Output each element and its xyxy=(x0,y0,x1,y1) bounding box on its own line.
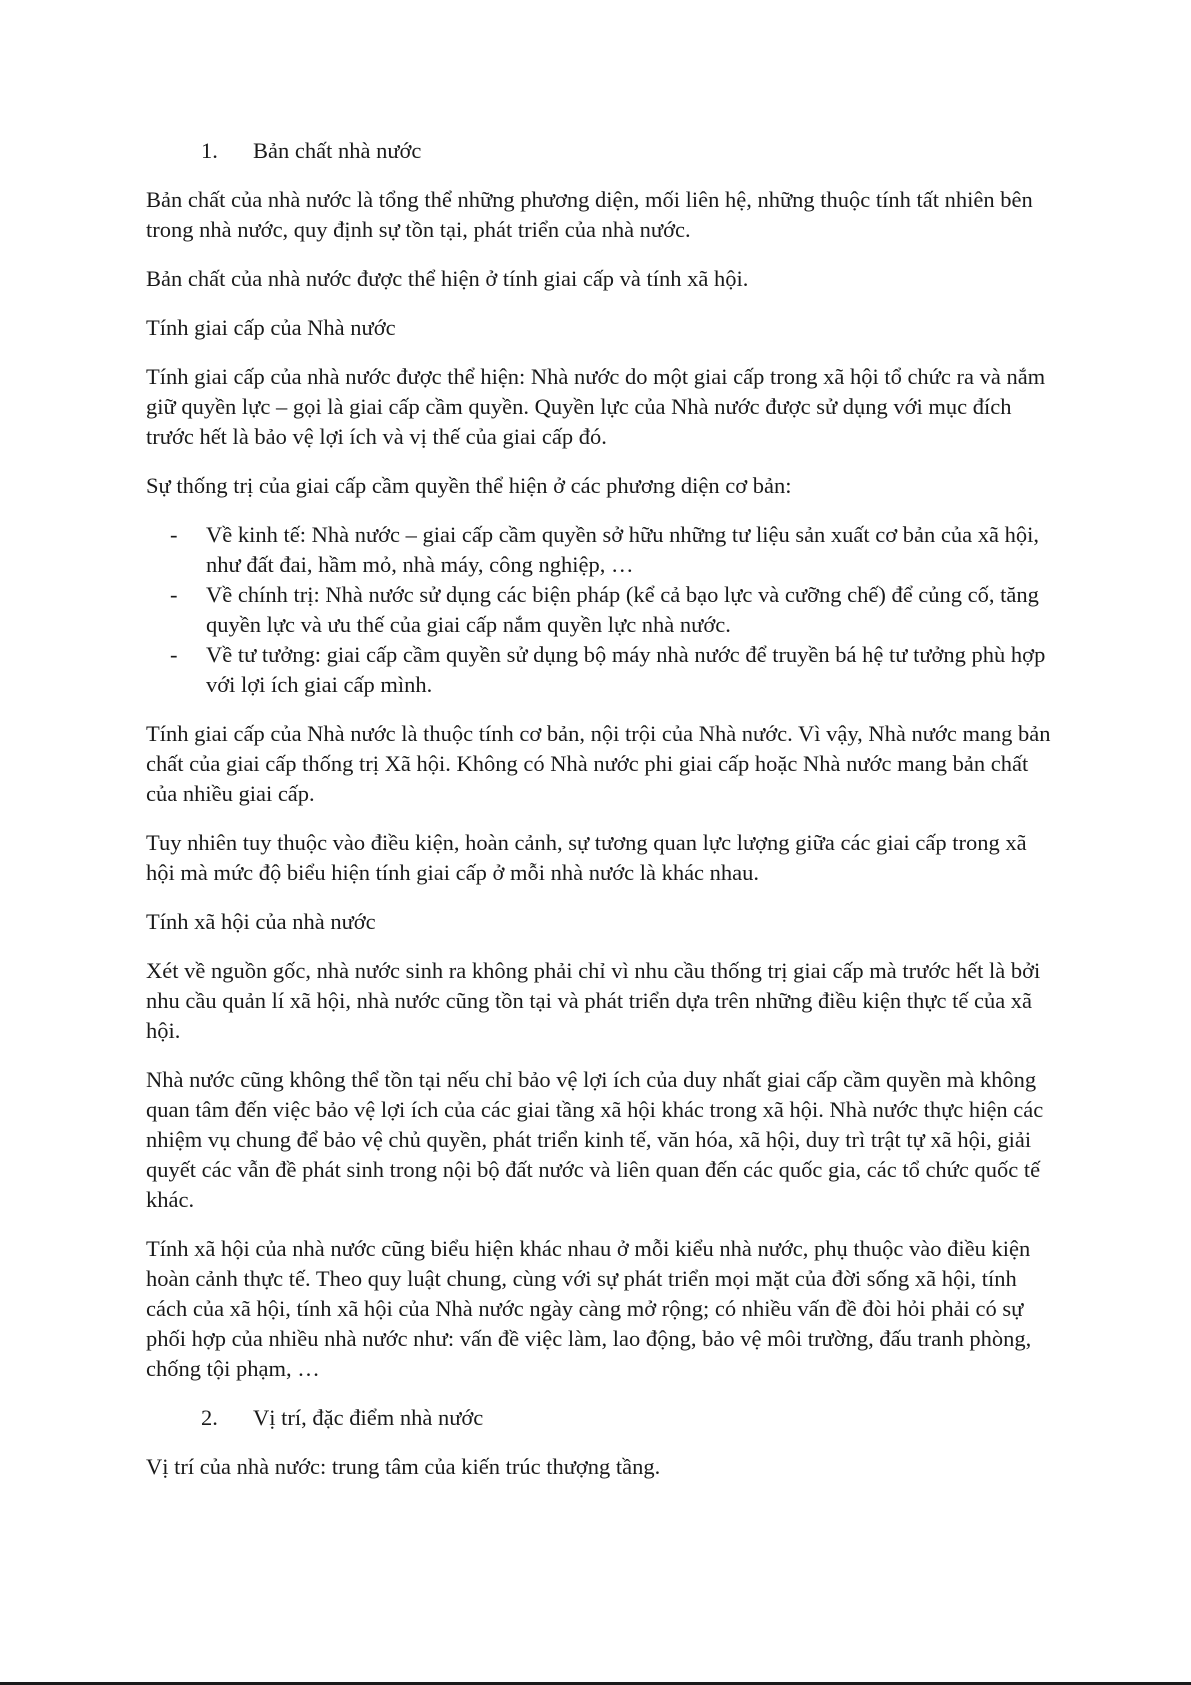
paragraph-class-nature: Tính giai cấp của nhà nước được thể hiện: Nhà nước do một giai cấp trong xã hội tổ chức ra và nắm giữ quyền lực – gọi là giai cấp cầm quyền. Quyền lực của Nhà nước được sử dụng với mục đích trước hết là bảo vệ lợi ích và vị thế của giai cấp đó. xyxy=(146,364,1046,449)
paragraph-class-nature-conclusion: Tính giai cấp của Nhà nước là thuộc tính cơ bản, nội trội của Nhà nước. Vì vậy, Nhà nước mang bản chất của giai cấp thống trị Xã hội. Không có Nhà nước phi giai cấp hoặc Nhà nước mang bản chất của nhiều giai cấp. xyxy=(146,721,1051,806)
domination-aspects-list xyxy=(146,520,1051,700)
list-marker: - xyxy=(170,582,178,607)
subheading-social-nature: Tính xã hội của nhà nước xyxy=(146,909,376,934)
subheading-class-nature: Tính giai cấp của Nhà nước xyxy=(146,315,396,340)
paragraph-social-duties: Nhà nước cũng không thể tồn tại nếu chỉ bảo vệ lợi ích của duy nhất giai cấp cầm quyền mà không quan tâm đến việc bảo vệ lợi ích của các giai tầng xã hội khác trong xã hội. Nhà nước thực hiện các nhiệm vụ chung để bảo vệ chủ quyền, phát triển kinh tế, văn hóa, xã hội, duy trì trật tự xã hội, giải quyết các vẫn đề phát sinh trong nội bộ đất nước và liên quan đến các quốc gia, các tổ chức quốc tế khác. xyxy=(146,1067,1044,1212)
paragraph-domination-intro: Sự thống trị của giai cấp cầm quyền thể hiện ở các phương diện cơ bản: xyxy=(146,473,792,498)
paragraph-social-variation: Tính xã hội của nhà nước cũng biểu hiện khác nhau ở mỗi kiểu nhà nước, phụ thuộc vào điều kiện hoàn cảnh thực tế. Theo quy luật chung, cùng với sự phát triển mọi mặt của đời sống xã hội, tính cách của xã hội, tính xã hội của Nhà nước ngày càng mở rộng; có nhiều vấn đề đòi hỏi phải có sự phối hợp của nhiều nhà nước như: vấn đề việc làm, lao động, bảo vệ môi trường, đấu tranh phòng, chống tội phạm, … xyxy=(146,1236,1032,1381)
list-item-text: Về chính trị: Nhà nước sử dụng các biện pháp (kể cả bạo lực và cưỡng chế) để củng cố, tăng quyền lực và ưu thế của giai cấp nắm quyền lực nhà nước. xyxy=(206,582,1039,637)
section-number: 1. xyxy=(201,138,218,163)
document-page xyxy=(146,136,1051,1501)
list-item xyxy=(146,640,1051,700)
section-heading-1 xyxy=(146,136,1051,166)
list-item-text: Về tư tưởng: giai cấp cầm quyền sử dụng bộ máy nhà nước để truyền bá hệ tư tưởng phù hợp với lợi ích giai cấp mình. xyxy=(206,642,1046,697)
list-item xyxy=(146,520,1051,580)
paragraph-class-nature-variation: Tuy nhiên tuy thuộc vào điều kiện, hoàn cảnh, sự tương quan lực lượng giữa các giai cấp trong xã hội mà mức độ biểu hiện tính giai cấp ở mỗi nhà nước là khác nhau. xyxy=(146,830,1027,885)
list-marker: - xyxy=(170,642,178,667)
paragraph-essence-aspects: Bản chất của nhà nước được thể hiện ở tính giai cấp và tính xã hội. xyxy=(146,266,749,291)
section-title: Bản chất nhà nước xyxy=(253,138,422,163)
section-number: 2. xyxy=(201,1405,218,1430)
paragraph-essence-definition: Bản chất của nhà nước là tổng thể những phương diện, mối liên hệ, những thuộc tính tất nhiên bên trong nhà nước, quy định sự tồn tại, phát triển của nhà nước. xyxy=(146,187,1033,242)
list-item xyxy=(146,580,1051,640)
section-title: Vị trí, đặc điểm nhà nước xyxy=(253,1405,484,1430)
list-item-text: Về kinh tế: Nhà nước – giai cấp cầm quyền sở hữu những tư liệu sản xuất cơ bản của xã hội, như đất đai, hầm mỏ, nhà máy, công nghiệp, … xyxy=(206,522,1040,577)
section-heading-2 xyxy=(146,1403,1051,1433)
paragraph-state-position: Vị trí của nhà nước: trung tâm của kiến trúc thượng tầng. xyxy=(146,1454,661,1479)
list-marker: - xyxy=(170,522,178,547)
paragraph-social-origin: Xét về nguồn gốc, nhà nước sinh ra không phải chỉ vì nhu cầu thống trị giai cấp mà trước hết là bởi nhu cầu quản lí xã hội, nhà nước cũng tồn tại và phát triển dựa trên những điều kiện thực tế của xã hội. xyxy=(146,958,1041,1043)
